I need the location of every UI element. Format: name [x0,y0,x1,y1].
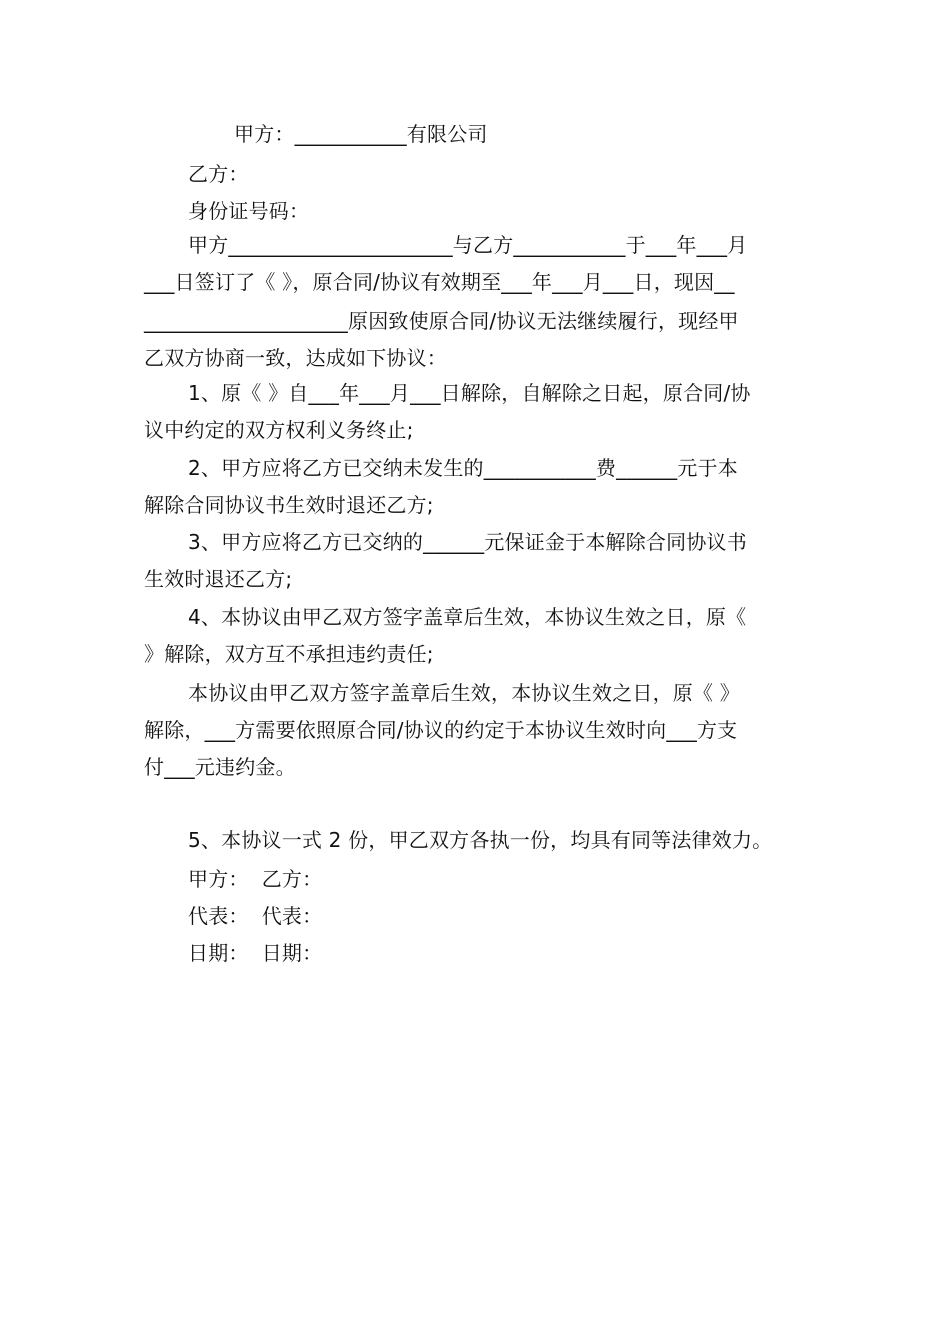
id-number-line: 身份证号码： [188,199,310,223]
intro-paragraph-line-1: 甲方______________________与乙方___________于___年___月 [188,233,748,257]
clause-2-line-1: 2、甲方应将乙方已交纳未发生的___________费______元于本 [188,456,738,480]
signature-representative-line: 代表： 代表： [188,904,323,928]
party-b-line: 乙方： [188,162,249,186]
clause-3-line-2: 生效时退还乙方; [144,567,293,591]
penalty-paragraph-line-1: 本协议由甲乙双方签字盖章后生效，本协议生效之日，原《 》 [188,681,740,705]
clause-4-line-2: 》解除，双方互不承担违约责任; [144,642,434,666]
clause-3-line-1: 3、甲方应将乙方已交纳的______元保证金于本解除合同协议书 [188,530,747,554]
signature-party-line: 甲方： 乙方： [188,867,323,891]
penalty-paragraph-line-2: 解除，___方需要依照原合同/协议的约定于本协议生效时向___方支 [144,718,738,742]
penalty-paragraph-line-3: 付___元违约金。 [144,755,296,779]
clause-1-line-2: 议中约定的双方权利义务终止; [144,418,414,442]
clause-4-line-1: 4、本协议由甲乙双方签字盖章后生效，本协议生效之日，原《 [188,605,747,629]
signature-date-line: 日期： 日期： [188,941,323,965]
party-a-company-line: 甲方：___________有限公司 [234,122,488,146]
intro-paragraph-line-4: 乙双方协商一致，达成如下协议： [144,346,447,370]
intro-paragraph-line-3: ____________________原因致使原合同/协议无法继续履行，现经甲 [144,309,739,333]
clause-2-line-2: 解除合同协议书生效时退还乙方; [144,493,434,517]
clause-5-line: 5、本协议一式 2 份，甲乙双方各执一份，均具有同等法律效力。 [188,828,773,852]
clause-1-line-1: 1、原《 》自___年___月___日解除，自解除之日起，原合同/协 [188,381,751,405]
intro-paragraph-line-2: ___日签订了《 》，原合同/协议有效期至___年___月___日，现因__ [144,270,735,294]
